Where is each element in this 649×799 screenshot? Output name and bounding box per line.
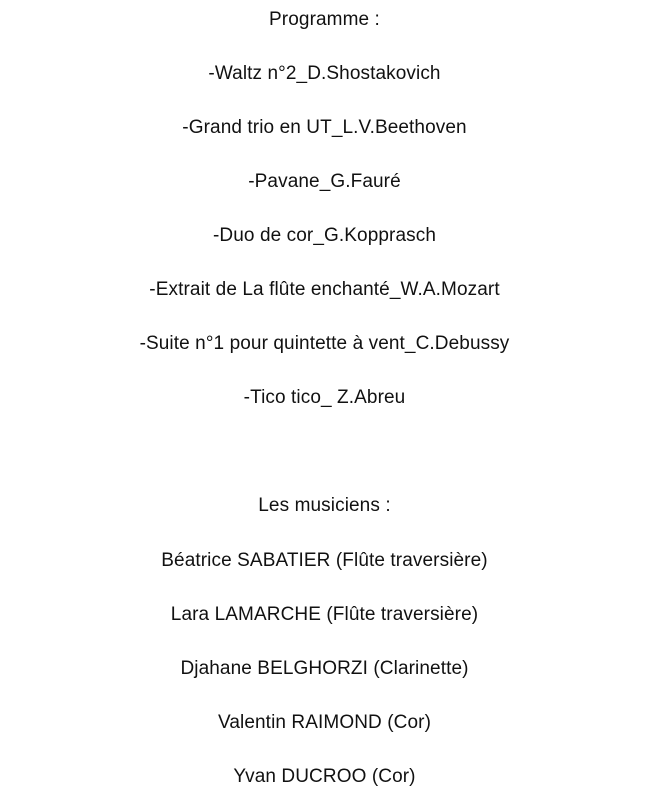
programme-item: -Pavane_G.Fauré (248, 171, 401, 192)
musician-item: Yvan DUCROO (Cor) (233, 766, 416, 787)
musician-item: Lara LAMARCHE (Flûte traversière) (170, 604, 479, 625)
programme-item: -Duo de cor_G.Kopprasch (212, 225, 437, 246)
programme-item: -Waltz n°2_D.Shostakovich (208, 63, 441, 84)
musician-item: Béatrice SABATIER (Flûte traversière) (161, 550, 488, 571)
programme-item: -Suite n°1 pour quintette à vent_C.Debussy (139, 333, 510, 354)
programme-item: -Extrait de La flûte enchanté_W.A.Mozart (149, 279, 500, 300)
musician-item: Djahane BELGHORZI (Clarinette) (180, 658, 469, 679)
musicians-heading: Les musiciens : (258, 495, 391, 516)
musician-item: Valentin RAIMOND (Cor) (218, 712, 431, 733)
programme-item: -Grand trio en UT_L.V.Beethoven (182, 117, 467, 138)
programme-heading: Programme : (269, 9, 380, 30)
programme-item: -Tico tico_ Z.Abreu (243, 387, 406, 408)
